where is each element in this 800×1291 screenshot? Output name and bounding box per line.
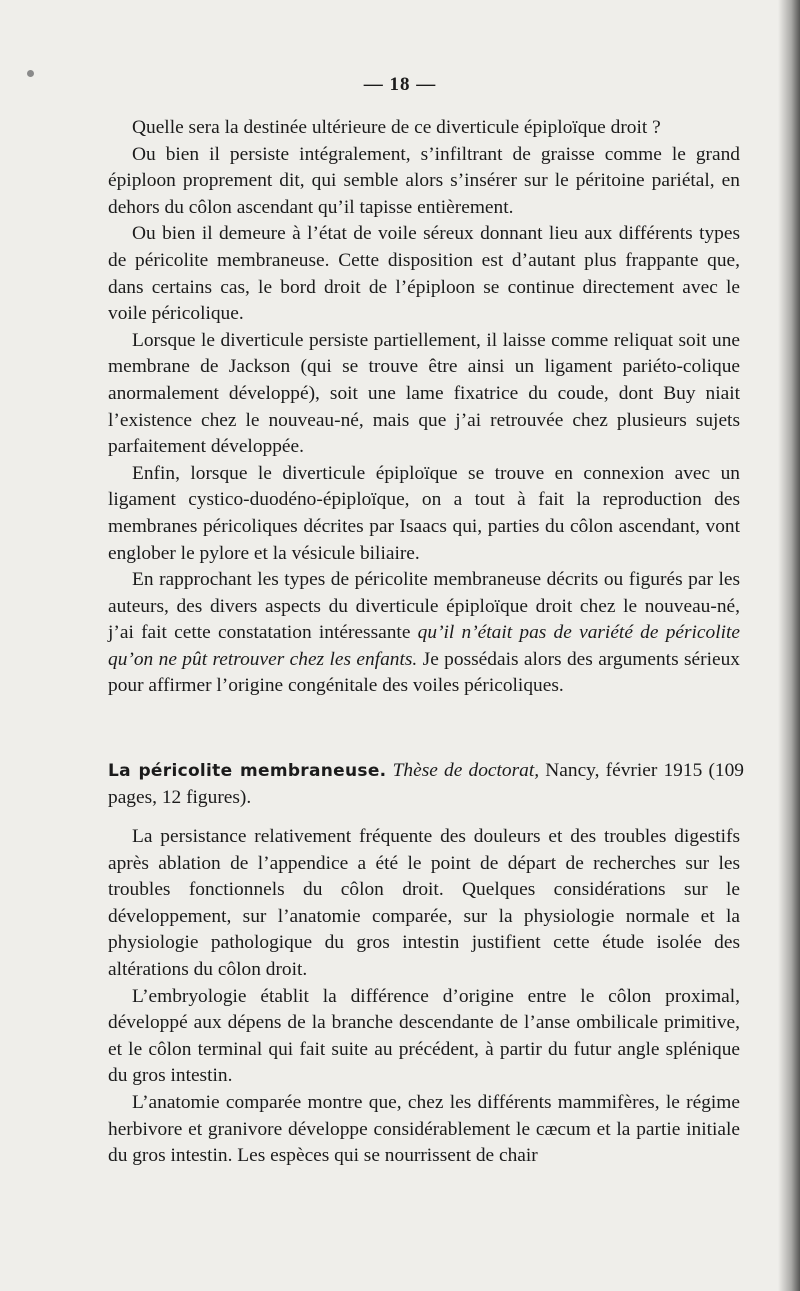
section-1-body bbox=[108, 115, 740, 700]
page-number: — 18 — bbox=[363, 74, 437, 95]
paragraph: Enfin, lorsque le diverticule épiploïque se trouve en connexion avec un ligament cystico-duodéno-épiploïque, on a tout à fait la reproduction des membranes péricoliques décrites par Isaacs qui, parties du côlon ascendant, vont englober le pylore et la vésicule biliaire. bbox=[108, 462, 740, 564]
publication-title: La péricolite membraneuse. bbox=[108, 761, 387, 781]
paragraph: Quelle sera la destinée ultérieure de ce diverticule épiploïque droit ? bbox=[132, 117, 661, 138]
paragraph: L’embryologie établit la différence d’origine entre le côlon proximal, développé aux dépens de la branche descendante de l’anse ombilicale primitive, et le côlon terminal qui fait suite au précédent, à partir du futur angle splénique du gros intestin. bbox=[108, 985, 740, 1087]
page-edge-shadow bbox=[778, 0, 800, 1291]
paragraph: L’anatomie comparée montre que, chez les différents mammifères, le régime herbivore et granivore développe considérablement le cæcum et la partie initiale du gros intestin. Les espèces qui se nourrissent de chair bbox=[108, 1091, 740, 1167]
emphasized-text: qu’il n’était pas de variété de péricolite qu’on ne pût retrouver chez les enfants. bbox=[108, 622, 740, 670]
paragraph: Lorsque le diverticule persiste partiellement, il laisse comme reliquat soit une membrane de Jackson (qui se trouve être ainsi un ligament pariéto-colique anormalement développé), soit une lame fixatrice du coude, dont Buy niait l’existence chez le nouveau-né, mais que j’ai retrouvée chez plusieurs sujets parfaitement développée. bbox=[108, 329, 740, 458]
section-2-body bbox=[108, 824, 740, 1170]
paragraph-text: En rapprochant les types de péricolite membraneuse décrits ou figurés par les auteurs, des divers aspects du diverticule épiploïque droit chez le nouveau-né, j’ai fait cette constatation intéressante bbox=[108, 569, 740, 644]
paragraph: Ou bien il persiste intégralement, s’infiltrant de graisse comme le grand épiploon proprement dit, qui semble alors s’insérer sur le péritoine pariétal, en dehors du côlon ascendant qu’il tapisse entièrement. bbox=[108, 143, 740, 218]
paragraph-with-emphasis bbox=[108, 567, 740, 700]
publication-details: Nancy, février 1915 (109 pages, 12 figures). bbox=[108, 760, 744, 808]
paragraph: La persistance relativement fréquente des douleurs et des troubles digestifs après ablation de l’appendice a été le point de départ de recherches sur les troubles fonctionnels du côlon droit. Quelques considérations sur le développement, sur l’anatomie comparée, sur la physiologie normale et la physiologie pathologique du gros intestin justifient cette étude isolée des altérations du côlon droit. bbox=[108, 826, 740, 980]
paragraph-text: Je possédais alors des arguments sérieux pour affirmer l’origine congénitale des voiles péricoliques. bbox=[108, 648, 740, 697]
paragraph: Ou bien il demeure à l’état de voile séreux donnant lieu aux différents types de péricolite membraneuse. Cette disposition est d’autant plus frappante que, dans certains cas, le bord droit de l’épiploon se continue directement avec le voile péricolique. bbox=[108, 223, 740, 325]
publication-heading bbox=[108, 758, 744, 811]
publication-source: Thèse de doctorat, bbox=[392, 760, 540, 781]
